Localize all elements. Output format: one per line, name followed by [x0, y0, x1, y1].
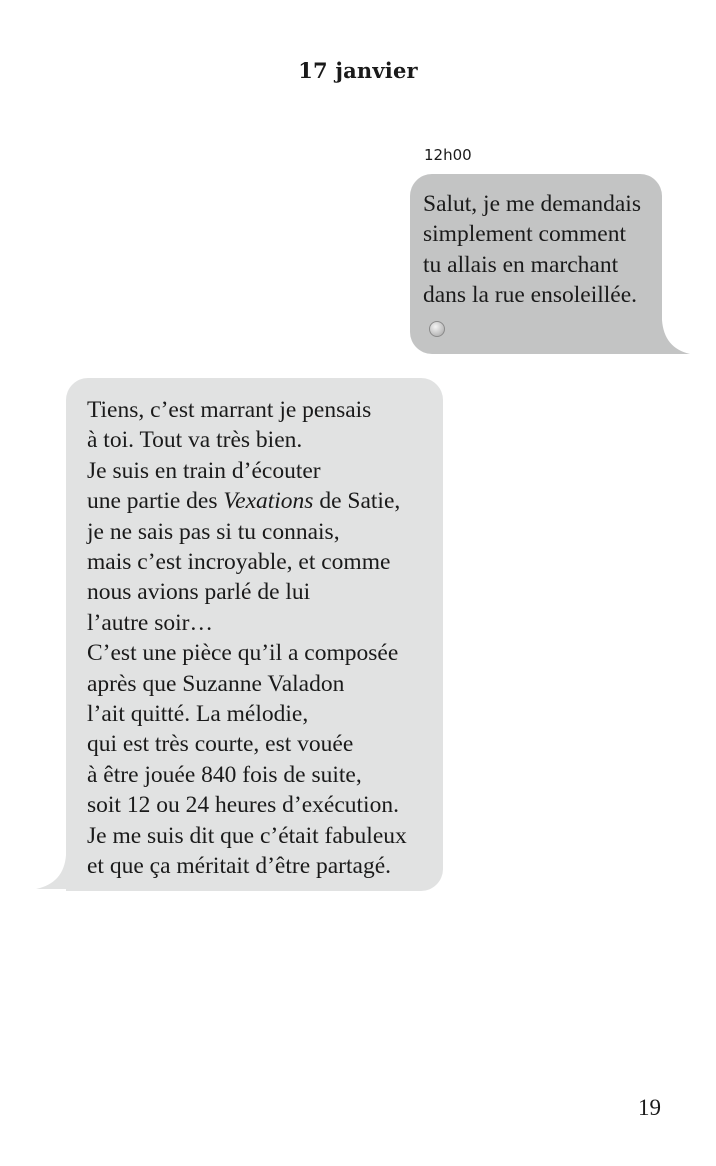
- page-number: 19: [638, 1095, 661, 1120]
- incoming-message-line: qui est très courte, est vouée: [87, 731, 354, 758]
- line-text: une partie des: [87, 488, 224, 515]
- work-title: Vexations: [223, 488, 314, 515]
- outgoing-message-line: dans la rue ensoleillée.: [423, 282, 638, 309]
- incoming-message-line: à être jouée 840 fois de suite,: [87, 761, 362, 788]
- outgoing-message-bubble: [410, 174, 662, 354]
- delivery-status-icon: [428, 320, 446, 338]
- incoming-message-line: Je suis en train d’écouter: [87, 457, 321, 484]
- line-text: de Satie,: [313, 488, 401, 515]
- outgoing-message-line: simplement comment: [423, 221, 626, 248]
- incoming-message-line: Je me suis dit que c’était fabuleux: [87, 822, 407, 849]
- incoming-message-line: [87, 486, 443, 516]
- incoming-message-line: mais c’est incroyable, et comme: [87, 549, 391, 576]
- incoming-message-line: l’autre soir…: [87, 609, 213, 636]
- incoming-message-line: je ne sais pas si tu connais,: [87, 518, 340, 545]
- outgoing-message-line: tu allais en marchant: [423, 251, 619, 278]
- incoming-message-line: Tiens, c’est marrant je pensais: [87, 397, 372, 423]
- incoming-message-bubble: [66, 378, 443, 891]
- outgoing-message-line: Salut, je me demandais: [423, 191, 641, 217]
- incoming-message-line: après que Suzanne Valadon: [87, 670, 345, 697]
- incoming-message-line: C’est une pièce qu’il a composée: [87, 640, 399, 667]
- incoming-message-line: l’ait quitté. La mélodie,: [87, 701, 309, 728]
- incoming-message-line: et que ça méritait d’être partagé.: [87, 853, 392, 880]
- incoming-message-line: nous avions parlé de lui: [87, 579, 311, 606]
- incoming-message-line: à toi. Tout va très bien.: [87, 427, 303, 454]
- incoming-message-line: soit 12 ou 24 heures d’exécution.: [87, 792, 399, 819]
- message-timestamp: 12h00: [424, 146, 472, 164]
- date-heading: 17 janvier: [298, 58, 418, 83]
